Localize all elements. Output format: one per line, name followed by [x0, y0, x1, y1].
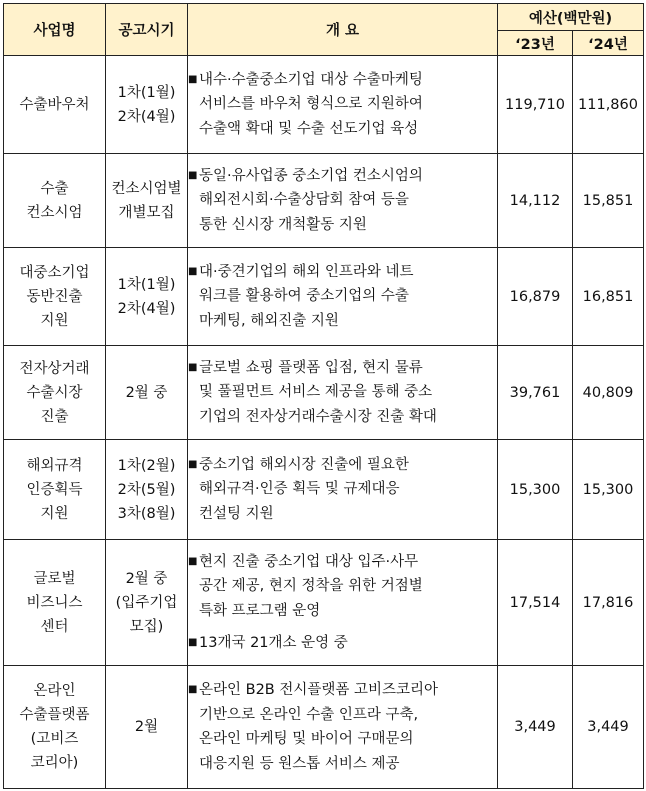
budget-2023 [498, 666, 573, 789]
announcement-period-text: 2월 중 [125, 384, 168, 401]
header-year-2024: ‘24년 [573, 31, 644, 56]
budget-2024 [573, 56, 644, 154]
announcement-period-text: 컨소시엄별 개별모집 [111, 180, 182, 221]
table-row [4, 346, 644, 440]
header-budget: 예산(백만원) [498, 4, 644, 31]
table-row [4, 56, 644, 154]
square-bullet-icon: ■ [188, 73, 198, 85]
budget-2024 [573, 540, 644, 666]
budget-2024-text: 3,449 [587, 719, 629, 735]
program-summary [188, 540, 498, 666]
summary-text: 중소기업 해외시장 진출에 필요한 해외규격·인증 획득 및 규제대응 컨설팅 지원 [199, 456, 409, 522]
budget-2024 [573, 346, 644, 440]
announcement-period [106, 540, 188, 666]
summary-item [188, 453, 497, 527]
square-bullet-icon: ■ [188, 265, 198, 277]
square-bullet-icon: ■ [188, 169, 198, 181]
header-year-2023: ‘23년 [498, 31, 573, 56]
announcement-period [106, 346, 188, 440]
announcement-period [106, 56, 188, 154]
program-name [4, 248, 106, 346]
program-name [4, 666, 106, 789]
announcement-period-text: 2월 중 (입주기업 모집) [115, 570, 178, 635]
program-summary [188, 440, 498, 540]
announcement-period-text: 1차(2월) 2차(5월) 3차(8월) [117, 457, 176, 522]
announcement-period [106, 154, 188, 248]
program-name [4, 346, 106, 440]
budget-2023 [498, 540, 573, 666]
square-bullet-icon: ■ [188, 555, 198, 567]
budget-2023-text: 39,761 [509, 384, 561, 401]
summary-item [188, 678, 497, 776]
announcement-period [106, 440, 188, 540]
budget-2023-text: 15,300 [509, 481, 561, 498]
table-row [4, 154, 644, 248]
budget-2023-text: 119,710 [505, 96, 565, 113]
header-name: 사업명 [4, 4, 106, 56]
program-summary [188, 248, 498, 346]
budget-2023 [498, 248, 573, 346]
budget-2023-text: 3,449 [514, 719, 556, 735]
budget-2023-text: 16,879 [509, 288, 561, 305]
summary-item [188, 631, 497, 656]
program-summary [188, 154, 498, 248]
budget-2024 [573, 248, 644, 346]
program-name [4, 440, 106, 540]
program-name-text: 해외규격 인증획득 지원 [26, 457, 83, 522]
budget-2024-text: 111,860 [578, 96, 638, 113]
program-name [4, 56, 106, 154]
program-summary [188, 346, 498, 440]
budget-2024 [573, 666, 644, 789]
budget-2024 [573, 154, 644, 248]
budget-2023 [498, 56, 573, 154]
summary-text: 내수·수출중소기업 대상 수출마케팅 서비스를 바우처 형식으로 지원하여 수출액 확대 및 수출 선도기업 육성 [199, 71, 423, 137]
program-name [4, 540, 106, 666]
table-row [4, 248, 644, 346]
summary-text: 글로벌 쇼핑 플랫폼 입점, 현지 물류 및 풀필먼트 서비스 제공을 통해 중소 기업의 전자상거래수출시장 진출 확대 [199, 359, 437, 425]
table-row [4, 540, 644, 666]
budget-2024-text: 40,809 [582, 384, 634, 401]
announcement-period-text: 1차(1월) 2차(4월) [117, 276, 176, 317]
program-name-text: 대중소기업 동반진출 지원 [19, 264, 90, 329]
announcement-period [106, 248, 188, 346]
program-name [4, 154, 106, 248]
summary-text: 13개국 21개소 운영 중 [199, 635, 348, 651]
header-period: 공고시기 [106, 4, 188, 56]
summary-item [188, 356, 497, 430]
budget-2023-text: 14,112 [509, 192, 561, 209]
summary-item [188, 68, 497, 142]
budget-2024-text: 17,816 [582, 594, 634, 611]
square-bullet-icon: ■ [188, 637, 198, 648]
program-summary [188, 56, 498, 154]
budget-2023 [498, 154, 573, 248]
program-name-text: 온라인 수출플랫폼 (고비즈 코리아) [19, 683, 90, 771]
summary-text: 대·중견기업의 해외 인프라와 네트 워크를 활용하여 중소기업의 수출 마케팅, 해외진출 지원 [199, 263, 414, 329]
budget-2024-text: 16,851 [582, 288, 634, 305]
header-summary: 개 요 [188, 4, 498, 56]
budget-2024-text: 15,851 [582, 192, 634, 209]
budget-2024-text: 15,300 [582, 481, 634, 498]
header-row-1 [4, 4, 644, 31]
announcement-period [106, 666, 188, 789]
square-bullet-icon: ■ [188, 458, 198, 470]
summary-item [188, 260, 497, 334]
budget-2023-text: 17,514 [509, 594, 561, 611]
program-name-text: 수출바우처 [19, 96, 90, 113]
program-name-text: 글로벌 비즈니스 센터 [26, 570, 83, 635]
budget-2024 [573, 440, 644, 540]
summary-text: 온라인 B2B 전시플랫폼 고비즈코리아 기반으로 온라인 수출 인프라 구축, 온라인 마케팅 및 바이어 구매문의 대응지원 등 원스톱 서비스 제공 [199, 682, 439, 772]
table-row [4, 666, 644, 789]
program-name-text: 수출 컨소시엄 [26, 180, 83, 221]
square-bullet-icon: ■ [188, 684, 198, 695]
budget-2023 [498, 440, 573, 540]
budget-table [3, 3, 644, 789]
table-row [4, 440, 644, 540]
summary-item [188, 164, 497, 238]
summary-text: 현지 진출 중소기업 대상 입주·사무 공간 제공, 현지 정착을 위한 거점별 특화 프로그램 운영 [199, 553, 423, 619]
square-bullet-icon: ■ [188, 361, 198, 373]
announcement-period-text: 1차(1월) 2차(4월) [117, 84, 176, 125]
program-summary [188, 666, 498, 789]
announcement-period-text: 2월 [134, 719, 159, 735]
summary-text: 동일·유사업종 중소기업 컨소시엄의 해외전시회·수출상담회 참여 등을 통한 신시장 개척활동 지원 [199, 167, 423, 233]
budget-2023 [498, 346, 573, 440]
program-name-text: 전자상거래 수출시장 진출 [19, 360, 90, 425]
summary-item [188, 550, 497, 624]
